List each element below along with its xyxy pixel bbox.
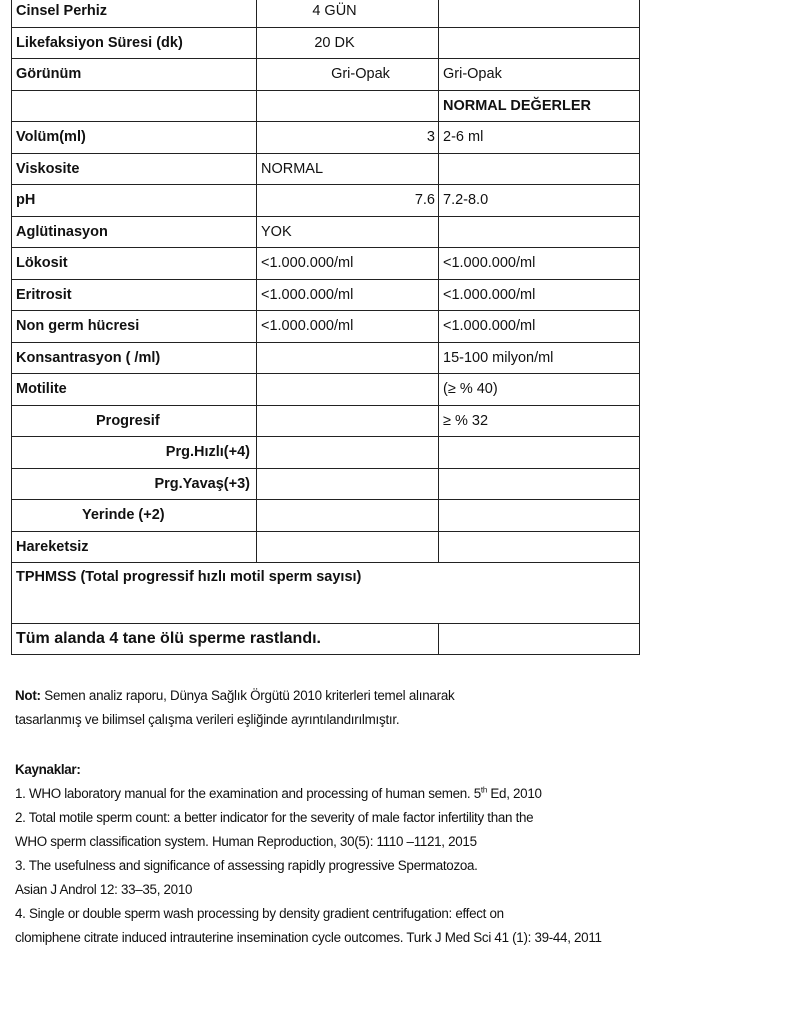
row-value	[257, 90, 439, 122]
final-note-reference	[439, 624, 640, 655]
row-label: Hareketsiz	[12, 531, 257, 563]
row-value	[257, 374, 439, 406]
table-row	[12, 27, 640, 59]
reference-item: clomiphene citrate induced intrauterine insemination cycle outcomes. Turk J Med Sci 41 (1): 39-44, 2011	[15, 930, 602, 945]
row-value	[257, 405, 439, 437]
row-reference: Gri-Opak	[439, 59, 640, 91]
normal-values-heading: NORMAL DEĞERLER	[439, 90, 640, 122]
final-note: Tüm alanda 4 tane ölü sperme rastlandı.	[12, 624, 439, 655]
table-row	[12, 500, 640, 532]
row-label: Prg.Hızlı(+4)	[12, 437, 257, 469]
row-reference: <1.000.000/ml	[439, 248, 640, 280]
row-label: Lökosit	[12, 248, 257, 280]
row-value: <1.000.000/ml	[257, 311, 439, 343]
table-row	[12, 279, 640, 311]
row-label: Volüm(ml)	[12, 122, 257, 154]
row-value	[257, 500, 439, 532]
row-value: <1.000.000/ml	[257, 248, 439, 280]
final-note-row	[12, 624, 640, 655]
row-label: Non germ hücresi	[12, 311, 257, 343]
row-reference	[439, 27, 640, 59]
row-value	[257, 342, 439, 374]
row-value	[257, 437, 439, 469]
table-row	[12, 311, 640, 343]
row-value: Gri-Opak	[257, 59, 439, 91]
row-label: pH	[12, 185, 257, 217]
table-row	[12, 90, 640, 122]
table-row	[12, 468, 640, 500]
row-label: Motilite	[12, 374, 257, 406]
row-label: Eritrosit	[12, 279, 257, 311]
row-value: NORMAL	[257, 153, 439, 185]
row-value: 7.6	[257, 185, 439, 217]
row-label: Aglütinasyon	[12, 216, 257, 248]
row-label: Viskosite	[12, 153, 257, 185]
row-label: Konsantrasyon ( /ml)	[12, 342, 257, 374]
row-value: 20 DK	[257, 27, 439, 59]
superscript: th	[480, 785, 487, 795]
table-row	[12, 531, 640, 563]
row-value: <1.000.000/ml	[257, 279, 439, 311]
table-row	[12, 153, 640, 185]
row-reference	[439, 153, 640, 185]
table-row	[12, 248, 640, 280]
reference-item: 4. Single or double sperm wash processing by density gradient centrifugation: effect on	[15, 906, 504, 921]
table-row	[12, 0, 640, 27]
table-row	[12, 59, 640, 91]
row-value	[257, 468, 439, 500]
tphmss-row	[12, 563, 640, 624]
note-text: tasarlanmış ve bilimsel çalışma verileri eşliğinde ayrıntılandırılmıştır.	[15, 712, 400, 727]
row-reference: 15-100 milyon/ml	[439, 342, 640, 374]
row-value: 3	[257, 122, 439, 154]
table-row	[12, 405, 640, 437]
row-label	[12, 90, 257, 122]
row-reference: <1.000.000/ml	[439, 311, 640, 343]
table-row	[12, 122, 640, 154]
row-reference	[439, 437, 640, 469]
row-value: YOK	[257, 216, 439, 248]
row-label: Görünüm	[12, 59, 257, 91]
row-reference	[439, 500, 640, 532]
row-label: Progresif	[12, 405, 257, 437]
reference-item: Asian J Androl 12: 33–35, 2010	[15, 882, 193, 897]
row-label: Likefaksiyon Süresi (dk)	[12, 27, 257, 59]
tphmss-label: TPHMSS (Total progressif hızlı motil sperm sayısı)	[12, 563, 640, 624]
references-section	[15, 758, 785, 950]
semen-analysis-table	[11, 0, 640, 655]
row-reference: <1.000.000/ml	[439, 279, 640, 311]
table-row	[12, 374, 640, 406]
row-reference: ≥ % 32	[439, 405, 640, 437]
row-label: Cinsel Perhiz	[12, 0, 257, 27]
row-reference	[439, 468, 640, 500]
references-title: Kaynaklar:	[15, 762, 81, 777]
report-note	[15, 684, 775, 732]
row-reference	[439, 0, 640, 27]
row-value	[257, 531, 439, 563]
reference-item: 2. Total motile sperm count: a better indicator for the severity of male factor infertility than the	[15, 810, 534, 825]
table-row	[12, 216, 640, 248]
row-reference: 7.2-8.0	[439, 185, 640, 217]
row-value: 4 GÜN	[257, 0, 439, 27]
note-line	[15, 684, 775, 708]
row-reference: (≥ % 40)	[439, 374, 640, 406]
reference-item: 1. WHO laboratory manual for the examination and processing of human semen. 5th Ed, 2010	[15, 785, 542, 801]
table-row	[12, 185, 640, 217]
reference-item: 3. The usefulness and significance of assessing rapidly progressive Spermatozoa.	[15, 858, 478, 873]
row-label: Prg.Yavaş(+3)	[12, 468, 257, 500]
row-reference	[439, 531, 640, 563]
table-row	[12, 342, 640, 374]
table-row	[12, 437, 640, 469]
note-label: Not:	[15, 688, 41, 703]
reference-item: WHO sperm classification system. Human Reproduction, 30(5): 1110 –1121, 2015	[15, 834, 477, 849]
row-label: Yerinde (+2)	[12, 500, 257, 532]
row-reference	[439, 216, 640, 248]
row-reference: 2-6 ml	[439, 122, 640, 154]
note-text: Semen analiz raporu, Dünya Sağlık Örgütü 2010 kriterleri temel alınarak	[44, 688, 455, 703]
